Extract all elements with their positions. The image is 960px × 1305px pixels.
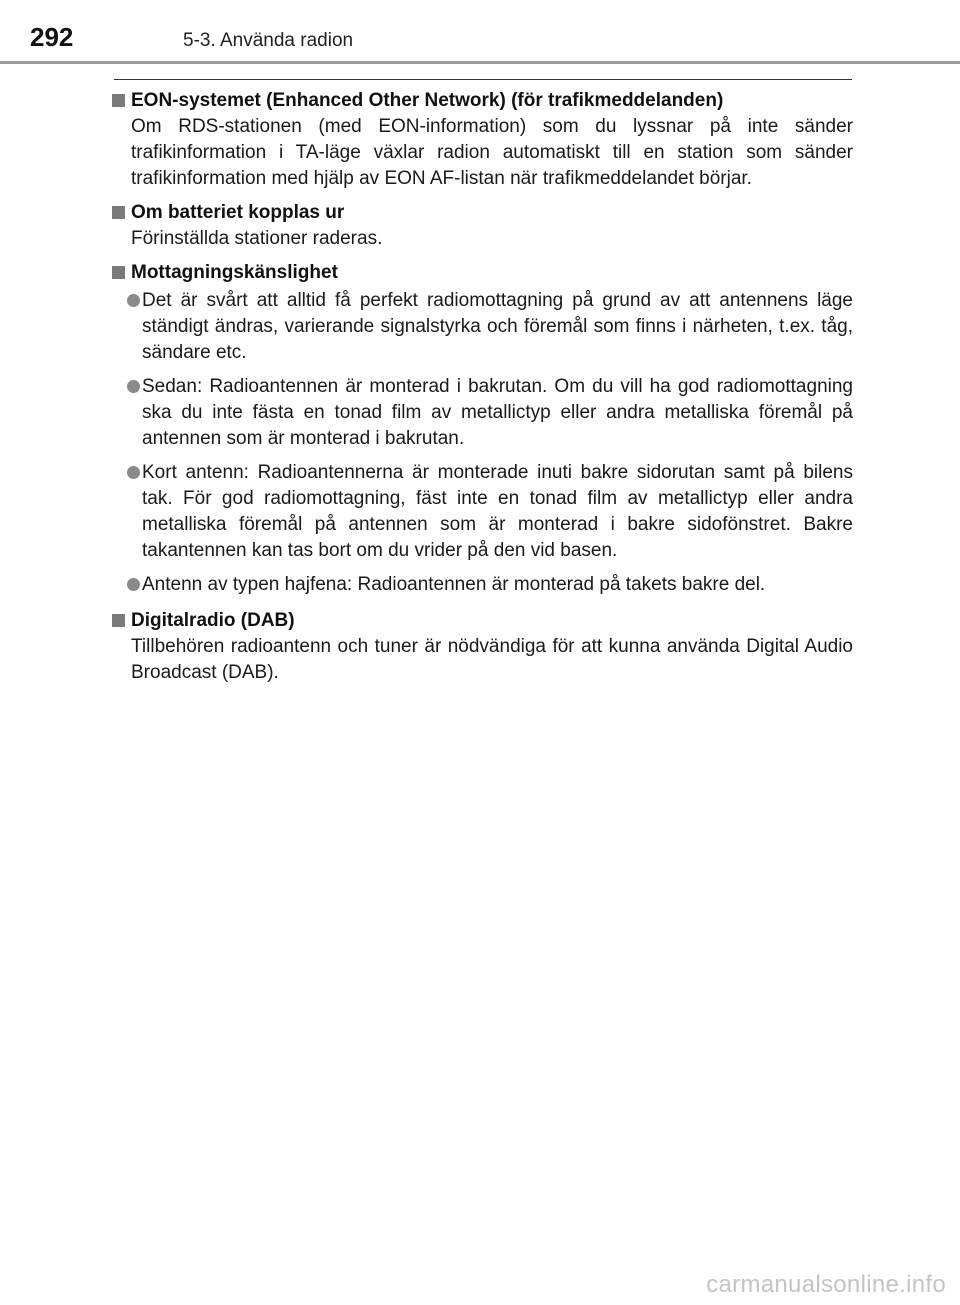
- square-bullet-icon: [112, 206, 125, 219]
- section-body: Förinställda stationer raderas.: [131, 228, 383, 249]
- list-item: [112, 460, 853, 564]
- round-bullet-icon: [127, 380, 140, 393]
- section-heading: [112, 608, 853, 634]
- section-heading-text: Mottagningskänslighet: [131, 262, 338, 283]
- list-item: [112, 374, 853, 452]
- section-digital-radio: [112, 608, 853, 686]
- page-header: [0, 0, 960, 64]
- watermark: carmanualsonline.info: [706, 1271, 946, 1298]
- list-item: [112, 572, 853, 598]
- square-bullet-icon: [112, 266, 125, 279]
- section-eon-system: [112, 88, 853, 192]
- list-item-text: Det är svårt att alltid få perfekt radiomottagning på grund av att antennens läge ständigt ändras, varierande signalstyrka och föremål som finns i närheten, t.ex. tåg, sändare etc.: [142, 290, 853, 363]
- section-heading: [112, 200, 853, 226]
- section-heading: [112, 260, 853, 286]
- section-heading-text: EON-systemet (Enhanced Other Network) (för trafikmeddelanden): [131, 90, 724, 111]
- page-number: 292: [30, 22, 74, 52]
- section-heading: [112, 88, 853, 114]
- list-item-text: Sedan: Radioantennen är monterad i bakrutan. Om du vill ha god radiomottagning ska du inte fästa en tonad film av metallictyp eller andra metalliska föremål på antennen som är monterad i bakrutan.: [142, 376, 853, 449]
- round-bullet-icon: [127, 466, 140, 479]
- content-divider: [114, 79, 852, 80]
- page-content: [112, 88, 853, 694]
- round-bullet-icon: [127, 578, 140, 591]
- list-item-text: Antenn av typen hajfena: Radioantennen är monterad på takets bakre del.: [142, 574, 766, 595]
- section-heading-text: Digitalradio (DAB): [131, 610, 295, 631]
- section-battery-disconnect: [112, 200, 853, 252]
- section-heading-text: Om batteriet kopplas ur: [131, 202, 345, 223]
- header-divider: [0, 61, 960, 64]
- square-bullet-icon: [112, 614, 125, 627]
- list-item: [112, 288, 853, 366]
- round-bullet-icon: [127, 294, 140, 307]
- square-bullet-icon: [112, 94, 125, 107]
- section-body: Om RDS-stationen (med EON-information) som du lyssnar på inte sänder trafikinformation i TA-läge växlar radion automatiskt till en station som sänder trafikinformation med hjälp av EON AF-listan när trafikmeddelandet börjar.: [131, 116, 853, 189]
- section-reception-sensitivity: [112, 260, 853, 598]
- chapter-title: 5-3. Använda radion: [183, 30, 354, 51]
- section-body: Tillbehören radioantenn och tuner är nödvändiga för att kunna använda Digital Audio Broadcast (DAB).: [131, 636, 853, 683]
- list-item-text: Kort antenn: Radioantennerna är monterade inuti bakre sidorutan samt på bilens tak. För god radiomottagning, fäst inte en tonad film av metallictyp eller andra metalliska föremål på antennen som är monterad i bakre sidofönstret. Bakre takantennen kan tas bort om du vrider på den vid basen.: [142, 462, 853, 561]
